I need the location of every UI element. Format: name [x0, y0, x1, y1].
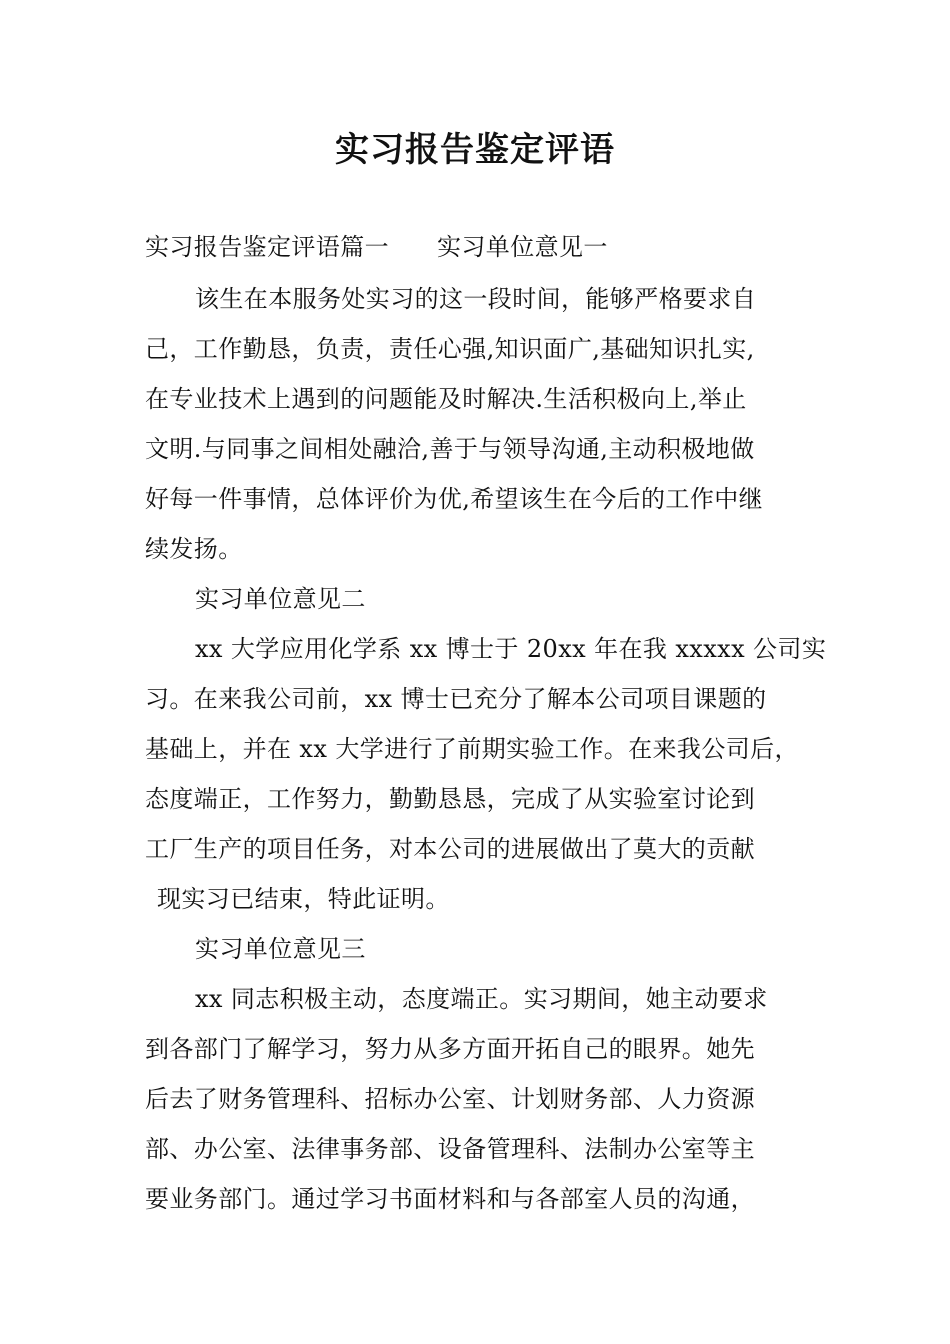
- paragraph-line: 习。在来我公司前，xx 博士已充分了解本公司项目课题的: [145, 685, 767, 713]
- paragraph-line: 基础上，并在 xx 大学进行了前期实验工作。在来我公司后，: [145, 735, 799, 763]
- subheading: 实习单位意见三: [195, 935, 366, 963]
- paragraph-line: 到各部门了解学习，努力从多方面开拓自己的眼界。她先: [145, 1035, 755, 1063]
- paragraph-line: 现实习已结束，特此证明。: [157, 885, 450, 913]
- paragraph-line: xx 同志积极主动，态度端正。实习期间，她主动要求: [195, 985, 768, 1013]
- paragraph-line: 该生在本服务处实习的这一段时间，能够严格要求自: [195, 285, 757, 313]
- paragraph-line: 要业务部门。通过学习书面材料和与各部室人员的沟通，: [145, 1185, 755, 1213]
- paragraph-line: 文明.与同事之间相处融洽,善于与领导沟通,主动积极地做: [145, 435, 755, 463]
- section-heading-right: 实习单位意见一: [437, 233, 608, 261]
- paragraph-line: 部、办公室、法律事务部、设备管理科、法制办公室等主: [145, 1135, 755, 1163]
- paragraph-line: 己，工作勤恳，负责，责任心强,知识面广,基础知识扎实,: [145, 335, 755, 363]
- paragraph-line: 续发扬。: [145, 535, 243, 563]
- paragraph-line: 态度端正，工作努力，勤勤恳恳，完成了从实验室讨论到: [145, 785, 755, 813]
- paragraph-line: xx 大学应用化学系 xx 博士于 20xx 年在我 xxxxx 公司实: [195, 635, 827, 663]
- paragraph-line: 好每一件事情，总体评价为优,希望该生在今后的工作中继: [145, 485, 764, 513]
- paragraph-line: 后去了财务管理科、招标办公室、计划财务部、人力资源: [145, 1085, 755, 1113]
- section-heading-line: [145, 230, 608, 264]
- section-heading-left: 实习报告鉴定评语篇一: [145, 233, 389, 261]
- paragraph-line: 工厂生产的项目任务，对本公司的进展做出了莫大的贡献: [145, 835, 755, 863]
- subheading: 实习单位意见二: [195, 585, 366, 613]
- paragraph-line: 在专业技术上遇到的问题能及时解决.生活积极向上,举止: [145, 385, 747, 413]
- document-title: 实习报告鉴定评语: [335, 130, 615, 170]
